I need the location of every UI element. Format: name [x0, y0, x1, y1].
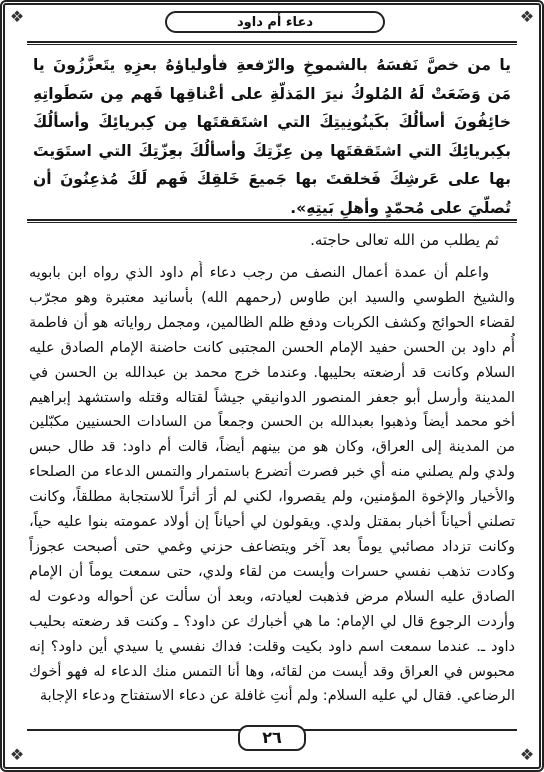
header-title: دعاء أم داود [237, 14, 313, 30]
page-number: ٢٦ [238, 725, 306, 751]
corner-ornament-icon: ❖ [519, 745, 535, 764]
instruction-note: ثم يطلب من الله تعالى حاجته. [310, 231, 499, 249]
prayer-text: يا من خصَّ نَفسَهُ بالشموخِ والرّفعةِ فأولياؤهُ بعزِهِ يتَعزَّزُونَ يا مَن وَضَعَتْ لَهُ المُلوكُ نيرَ المَذلّةِ على أعْناقِها فَهم مِن سَطَواتِهِ خائِفُونَ أسألُكَ بكَينُونِيتِكَ التي اشتَققتَها مِن كِبريائِكَ وأسألُكَ بكِبريائِكَ التي اشتَققتَها مِن عِزّتِكَ وأسألُكَ بعِزّتِكَ التي استَوَيتَ بها على عَرشِكَ فَخلقتَ بها جَميعَ خَلقِكَ فَهم لَكَ مُذعِنُونَ أن تُصلّيَ على مُحمّدٍ وأهلِ بَيتِهِ». [33, 56, 511, 217]
corner-ornament-icon: ❖ [9, 7, 25, 26]
running-header [165, 11, 385, 33]
corner-ornament-icon: ❖ [519, 7, 535, 26]
page-footer [27, 729, 517, 759]
divider [27, 222, 517, 223]
divider [27, 41, 517, 43]
divider [27, 44, 517, 45]
body-block [29, 261, 515, 727]
divider [27, 219, 517, 221]
corner-ornament-icon: ❖ [9, 745, 25, 764]
body-paragraph: واعلم أن عمدة أعمال النصف من رجب دعاء أُم داود الذي رواه ابن بابويه والشيخ الطوسي والسيد ابن طاوس (رحمهم الله) بأسانيد معتبرة وهو مجرّب لقضاء الحوائج وكشف الكربات ودفع ظلم الظالمين، ومجمل رواياته هو أن فاطمة أُم داود بن الحسن حفيد الإمام الحسن المجتبى كانت حاضنة الإمام الصادق عليه السلام وكانت قد أرضعته بحليبها. وعندما خرج محمد بن عبدالله بن الحسن في المدينة وأرسل أبو جعفر المنصور الدوانيقي جيشاً لقتاله وقتله واستشهد إبراهيم أخو محمد أيضاً وذهبوا بعبدالله بن الحسن وجمعاً من السادات الحسنيين مكبّلين من المدينة إلى العراق، وكان هو من بينهم أيضاً، قالت أم داود: قد طال حبس ولدي ولم يصلني منه أي خبر فصرت أتضرع باستمرار والتمس الدعاء من الصلحاء والأخيار والإخوة المؤمنين، ولم يقصروا، لكني لم أرَ أثراً للاستجابة مطلقاً، وكانت تصلني أحياناً أخبار بمقتل ولدي. ويقولون لي أحياناً إن أولاد عمومته بنوا عليه حياً، وكانت تزداد مصائبي يوماً بعد آخر ويتضاعف حزني وغمي حتى أصبحت عجوزاً وكادت تذهب نفسي حسرات وأيست من لقاء ولدي، حتى سمعت يوماً أن الإمام الصادق عليه السلام مرض فذهبت لعيادته، وبعد أن سألت عن أحواله ودعوت له وأردت الرجوع قال لي الإمام: ما هي أخبارك عن داود؟ ـ وكنت قد رضعته بحليب داود ـ. عندما سمعت اسم داود بكيت وقلت: فداك نفسي يا سيدي أين داود؟ إنه محبوس في العراق وقد أيست من لقائه، وها أنا التمس منك الدعاء له فهو أخوك الرضاعي. فقال لي عليه السلام: ولم أنتِ غافلة عن دعاء الاستفتاح ودعاء الإجابة [29, 265, 515, 705]
prayer-block [27, 49, 517, 221]
